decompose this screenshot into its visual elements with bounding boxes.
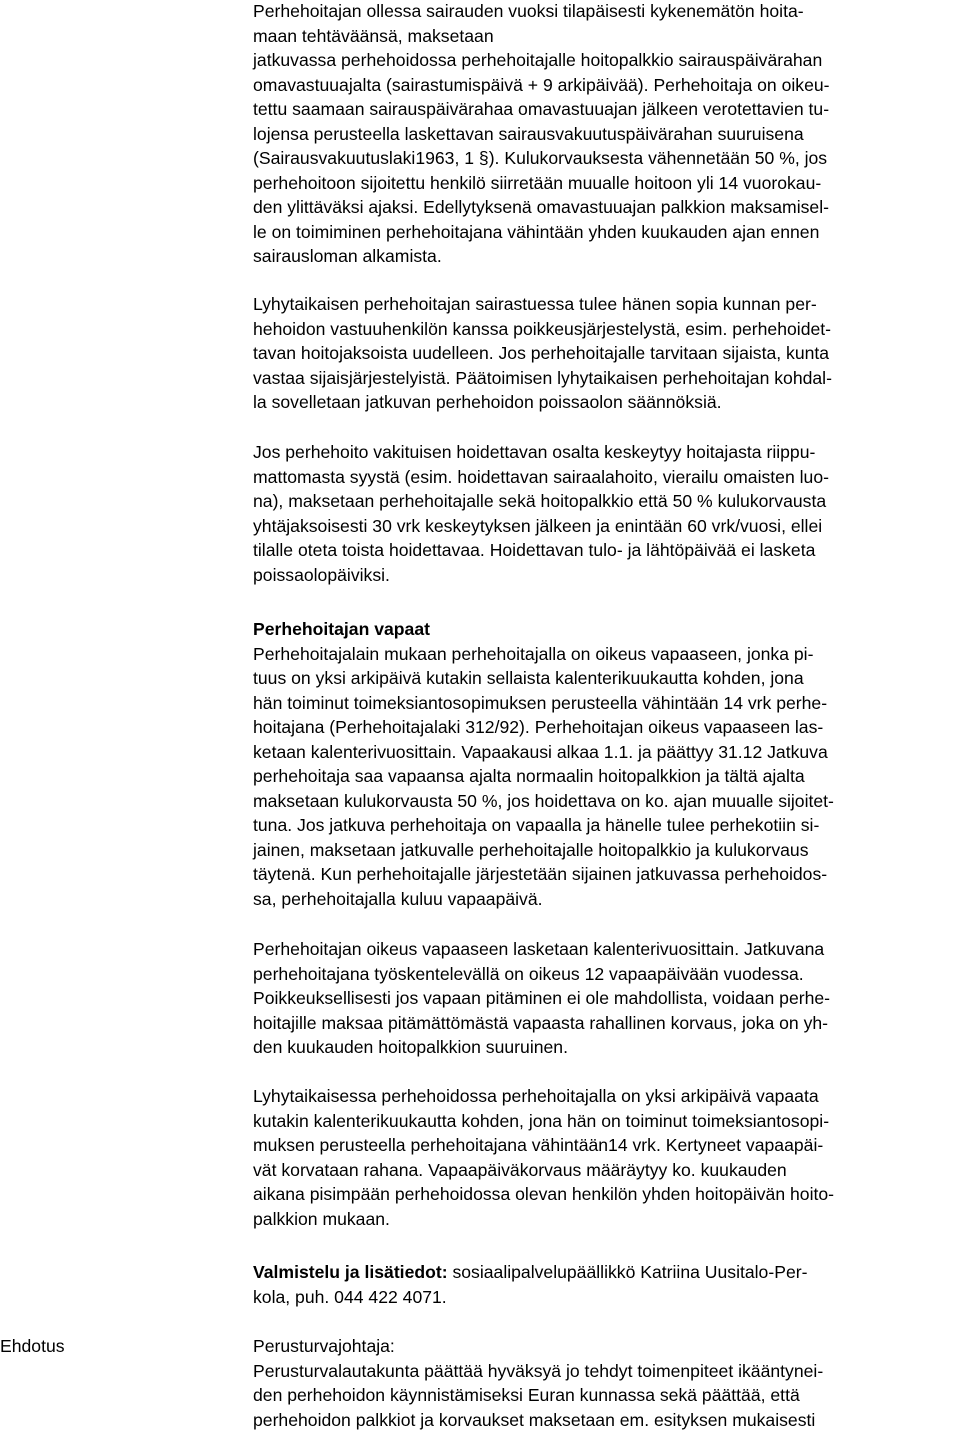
text-line: mattomasta syystä (esim. hoidettavan sairaalahoito, vierailu omaisten luo- xyxy=(253,466,829,487)
text-line: Perhehoitajan ollessa sairauden vuoksi tilapäisesti kykenemätön hoita- xyxy=(253,1,804,21)
text-line: Poikkeuksellisesti jos vapaan pitäminen ei ole mahdollista, voidaan perhe- xyxy=(253,988,831,1008)
text-line: perhehoitajana työskentelevällä on oikeus 12 vapaapäivään vuodessa. xyxy=(253,963,804,984)
text-line: omavastuuajalta (sairastumispäivä + 9 arkipäivää). Perhehoitaja on oikeu- xyxy=(253,74,830,95)
text-line: den ylittäväksi ajaksi. Edellytyksenä omavastuuajan palkkion maksamisel- xyxy=(253,197,829,217)
text-line: aikana pisimpään perhehoidossa olevan henkilön yhden hoitopäivän hoito- xyxy=(253,1184,835,1204)
paragraph-contact xyxy=(253,1260,807,1309)
contact-phone-line: kola, puh. 044 422 4071. xyxy=(253,1286,447,1307)
contact-label: Valmistelu ja lisätiedot: xyxy=(253,1262,448,1282)
text-line: täytenä. Kun perhehoitajalle järjestetään sijainen jatkuvassa perhehoidos- xyxy=(253,864,828,884)
text-line: tilalle oteta toista hoidettavaa. Hoidettavan tulo- ja lähtöpäivää ei lasketa xyxy=(253,540,816,560)
text-line: poissaolopäiviksi. xyxy=(253,564,390,585)
text-line: den perhehoidon käynnistämiseksi Euran kunnassa sekä päättää, että xyxy=(253,1385,800,1405)
section-heading: Perhehoitajan vapaat xyxy=(253,619,430,639)
text-line: ketaan kalenterivuosittain. Vapaakausi alkaa 1.1. ja päättyy 31.12 Jatkuva xyxy=(253,741,828,762)
text-line: perhehoidon palkkiot ja korvaukset maksetaan em. esityksen mukaisesti xyxy=(253,1409,816,1430)
text-line: sa, perhehoitajalla kuluu vapaapäivä. xyxy=(253,888,543,909)
text-line: jainen, maksetaan jatkuvalle perhehoitajalle hoitopalkkio ja kulukorvaus xyxy=(253,839,809,860)
text-line: vät korvataan rahana. Vapaapäiväkorvaus määräytyy ko. kuukauden xyxy=(253,1159,787,1180)
text-line: vastaa sijaisjärjestelyistä. Päätoimisen lyhytaikaisen perhehoitajan kohdal- xyxy=(253,367,832,388)
text-line: palkkion mukaan. xyxy=(253,1208,390,1229)
text-line: la sovelletaan jatkuvan perhehoidon poissaolon säännöksiä. xyxy=(253,392,722,412)
contact-person: sosiaalipalvelupäällikkö Katriina Uusitalo-Per- xyxy=(447,1262,808,1282)
text-line: hoitajille maksaa pitämättömästä vapaasta rahallinen korvaus, joka on yh- xyxy=(253,1012,829,1033)
paragraph-holidays xyxy=(253,617,834,911)
text-line: (Sairausvakuutuslaki1963, 1 §). Kulukorvauksesta vähennetään 50 %, jos xyxy=(253,148,828,168)
contact-line xyxy=(253,1260,807,1285)
paragraph-short-term-holidays xyxy=(253,1084,834,1231)
paragraph-holiday-right xyxy=(253,937,830,1060)
text-line: tettu saamaan sairauspäivärahaa omavastuuajan jälkeen verotettavien tu- xyxy=(253,99,830,119)
text-line: tavan hoitojaksoista uudelleen. Jos perhehoitajalle tarvitaan sijaista, kunta xyxy=(253,343,830,363)
text-line: muksen perusteella perhehoitajana vähintään14 vrk. Kertyneet vapaapäi- xyxy=(253,1135,824,1155)
text-line: yhtäjaksoisesti 30 vrk keskeytyksen jälkeen ja enintään 60 vrk/vuosi, ellei xyxy=(253,515,823,536)
text-line: sairausloman alkamista. xyxy=(253,246,442,266)
text-line: na), maksetaan perhehoitajalle sekä hoitopalkkio että 50 % kulukorvausta xyxy=(253,491,827,511)
text-line: Lyhytaikaisessa perhehoidossa perhehoitajalla on yksi arkipäivä vapaata xyxy=(253,1086,819,1106)
paragraph-sickness xyxy=(253,0,830,269)
text-line: perhehoitaja saa vapaansa ajalta normaalin hoitopalkkion ja tältä ajalta xyxy=(253,766,805,786)
text-line: maan tehtäväänsä, maksetaan xyxy=(253,25,494,46)
text-line: Jos perhehoito vakituisen hoidettavan osalta keskeytyy hoitajasta riippu- xyxy=(253,442,816,462)
text-line: Lyhytaikaisen perhehoitajan sairastuessa tulee hänen sopia kunnan per- xyxy=(253,294,817,314)
paragraph-interruption xyxy=(253,440,829,587)
text-line: Perhehoitajan oikeus vapaaseen lasketaan kalenterivuosittain. Jatkuvana xyxy=(253,939,825,959)
proposal-side-label: Ehdotus xyxy=(0,1336,65,1356)
text-line: perhehoitoon sijoitettu henkilö siirretään muualle hoitoon yli 14 vuorokau- xyxy=(253,172,822,193)
proposal-presenter: Perusturvajohtaja: xyxy=(253,1336,395,1356)
text-line: Perusturvalautakunta päättää hyväksyä jo tehdyt toimenpiteet ikääntynei- xyxy=(253,1360,824,1381)
text-line: lojensa perusteella laskettavan sairausvakuutuspäivärahan suuruisena xyxy=(253,123,804,144)
text-line: kutakin kalenterikuukautta kohden, jona hän on toiminut toimeksiantosopi- xyxy=(253,1110,830,1131)
text-line: hehoidon vastuuhenkilön kanssa poikkeusjärjestelystä, esim. perhehoidet- xyxy=(253,318,832,339)
text-line: hoitajana (Perhehoitajalaki 312/92). Perhehoitajan oikeus vapaaseen las- xyxy=(253,717,824,737)
text-line: hän toiminut toimeksiantosopimuksen perusteella vähintään 14 vrk perhe- xyxy=(253,692,828,713)
text-line: tuna. Jos jatkuva perhehoitaja on vapaalla ja hänelle tulee perhekotiin si- xyxy=(253,815,820,835)
text-line: den kuukauden hoitopalkkion suuruinen. xyxy=(253,1037,568,1057)
text-line: tuus on yksi arkipäivä kutakin sellaista kalenterikuukautta kohden, jona xyxy=(253,668,804,688)
text-line: jatkuvassa perhehoidossa perhehoitajalle hoitopalkkio sairauspäivärahan xyxy=(253,50,823,70)
text-line: Perhehoitajalain mukaan perhehoitajalla on oikeus vapaaseen, jonka pi- xyxy=(253,643,814,664)
text-line: le on toimiminen perhehoitajana vähintään yhden kuukauden ajan ennen xyxy=(253,221,820,242)
paragraph-short-term-sickness xyxy=(253,292,832,415)
proposal-body xyxy=(253,1334,823,1432)
text-line: maksetaan kulukorvausta 50 %, jos hoidettava on ko. ajan muualle sijoitet- xyxy=(253,790,834,811)
